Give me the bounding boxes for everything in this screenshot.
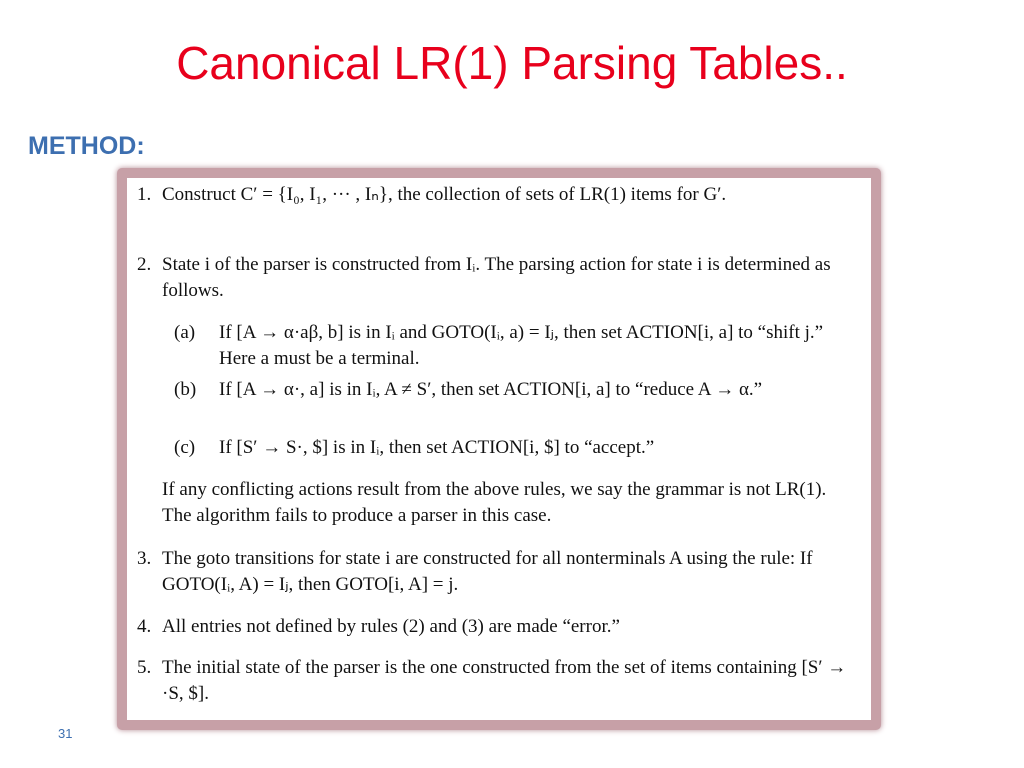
substep-a-label: (a): [174, 322, 196, 343]
step-3-number: 3.: [137, 548, 152, 569]
step-1: [137, 182, 857, 208]
step-1-text: Construct C′ = {I₀, I₁, ··· , Iₙ}, the collection of sets of LR(1) items for G′.: [162, 184, 727, 205]
method-frame: [117, 168, 881, 730]
page-number: 31: [58, 726, 73, 741]
method-heading: METHOD:: [28, 132, 145, 160]
method-card: [127, 178, 871, 720]
substep-c: [174, 435, 858, 461]
step-3: [137, 546, 857, 598]
step-3-text: The goto transitions for state i are constructed for all nonterminals A using the rule: If GOTO(Iᵢ, A) = Iⱼ, then GOTO[i, A] = j.: [162, 548, 813, 595]
step-5-number: 5.: [137, 657, 152, 678]
step-2-text: State i of the parser is constructed from Iᵢ. The parsing action for state i is determined as follows.: [162, 254, 831, 301]
substep-a: [174, 320, 858, 372]
step-5: [137, 655, 857, 707]
conflict-note: If any conflicting actions result from the above rules, we say the grammar is not LR(1). The algorithm fails to produce a parser in this case.: [162, 479, 827, 526]
step-2-number: 2.: [137, 254, 152, 275]
substep-a-text: If [A → α·aβ, b] is in Iᵢ and GOTO(Iᵢ, a) = Iⱼ, then set ACTION[i, a] to “shift j.” Here a must be a terminal.: [219, 322, 824, 369]
step-2: [137, 252, 857, 304]
step-4: [137, 614, 857, 640]
substep-c-text: If [S′ → S·, $] is in Iᵢ, then set ACTION[i, $] to “accept.”: [219, 437, 655, 458]
step-4-text: All entries not defined by rules (2) and (3) are made “error.”: [162, 616, 620, 637]
substep-b: [174, 377, 858, 403]
substep-b-text: If [A → α·, a] is in Iᵢ, A ≠ S′, then set ACTION[i, a] to “reduce A → α.”: [219, 379, 763, 400]
substep-c-label: (c): [174, 437, 196, 458]
step-5-text: The initial state of the parser is the one constructed from the set of items containing [S′ → ·S, $].: [162, 657, 847, 704]
slide-title: Canonical LR(1) Parsing Tables..: [176, 37, 848, 89]
step-4-number: 4.: [137, 616, 152, 637]
step-1-number: 1.: [137, 184, 152, 205]
substep-b-label: (b): [174, 379, 197, 400]
